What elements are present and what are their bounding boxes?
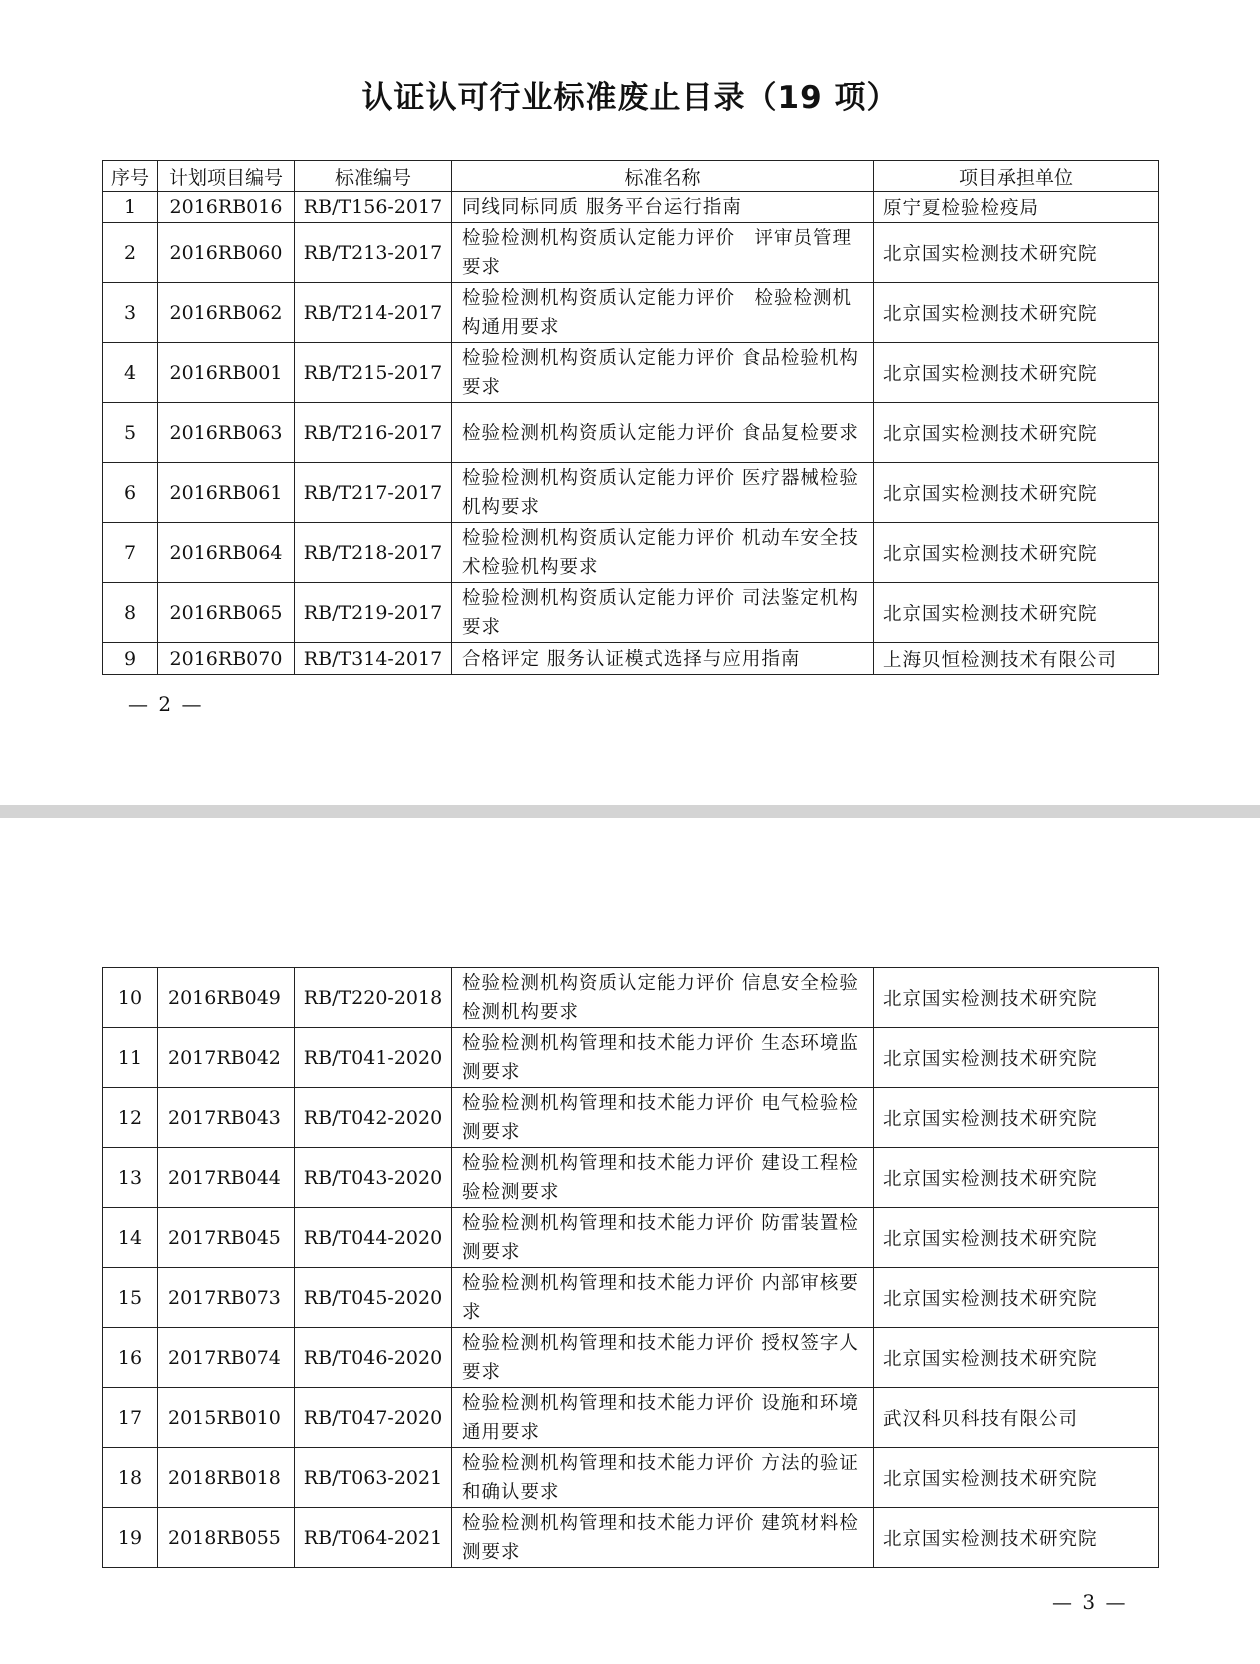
row-index: 9 <box>103 643 158 675</box>
row-index: 18 <box>103 1448 158 1508</box>
row-standard-name: 同线同标同质 服务平台运行指南 <box>452 192 874 223</box>
row-standard-name: 检验检测机构管理和技术能力评价 授权签字人要求 <box>452 1328 874 1388</box>
row-standard-name: 检验检测机构资质认定能力评价 检验检测机构通用要求 <box>452 283 874 343</box>
row-index: 10 <box>103 968 158 1028</box>
table-row <box>103 1268 1159 1328</box>
table-row <box>103 1328 1159 1388</box>
row-standard-code: RB/T314-2017 <box>295 643 452 675</box>
standards-table-part-1 <box>102 160 1159 675</box>
row-standard-code: RB/T219-2017 <box>295 583 452 643</box>
row-standard-name: 检验检测机构资质认定能力评价 医疗器械检验机构要求 <box>452 463 874 523</box>
table-row <box>103 968 1159 1028</box>
row-standard-code: RB/T047-2020 <box>295 1388 452 1448</box>
row-plan-number: 2016RB065 <box>158 583 295 643</box>
header-plan-number: 计划项目编号 <box>158 161 295 192</box>
row-standard-name: 检验检测机构资质认定能力评价 食品复检要求 <box>452 403 874 463</box>
row-standard-code: RB/T220-2018 <box>295 968 452 1028</box>
document-page-3 <box>0 818 1260 1664</box>
row-index: 15 <box>103 1268 158 1328</box>
table-row <box>103 643 1159 675</box>
row-standard-code: RB/T046-2020 <box>295 1328 452 1388</box>
row-responsible-unit: 北京国实检测技术研究院 <box>874 283 1159 343</box>
row-plan-number: 2017RB073 <box>158 1268 295 1328</box>
table-row <box>103 1508 1159 1568</box>
row-standard-code: RB/T218-2017 <box>295 523 452 583</box>
table-row <box>103 403 1159 463</box>
header-standard-code: 标准编号 <box>295 161 452 192</box>
row-standard-name: 检验检测机构资质认定能力评价 信息安全检验检测机构要求 <box>452 968 874 1028</box>
row-plan-number: 2018RB018 <box>158 1448 295 1508</box>
row-standard-name: 检验检测机构管理和技术能力评价 电气检验检测要求 <box>452 1088 874 1148</box>
row-standard-name: 检验检测机构资质认定能力评价 食品检验机构要求 <box>452 343 874 403</box>
table-row <box>103 1028 1159 1088</box>
row-index: 6 <box>103 463 158 523</box>
row-standard-name: 合格评定 服务认证模式选择与应用指南 <box>452 643 874 675</box>
table-row <box>103 1208 1159 1268</box>
header-index: 序号 <box>103 161 158 192</box>
row-responsible-unit: 武汉科贝科技有限公司 <box>874 1388 1159 1448</box>
table-row <box>103 523 1159 583</box>
row-standard-code: RB/T043-2020 <box>295 1148 452 1208</box>
row-plan-number: 2018RB055 <box>158 1508 295 1568</box>
row-plan-number: 2016RB061 <box>158 463 295 523</box>
header-standard-name: 标准名称 <box>452 161 874 192</box>
row-standard-name: 检验检测机构资质认定能力评价 机动车安全技术检验机构要求 <box>452 523 874 583</box>
row-responsible-unit: 北京国实检测技术研究院 <box>874 1508 1159 1568</box>
row-standard-name: 检验检测机构管理和技术能力评价 设施和环境通用要求 <box>452 1388 874 1448</box>
row-index: 12 <box>103 1088 158 1148</box>
row-responsible-unit: 北京国实检测技术研究院 <box>874 223 1159 283</box>
row-plan-number: 2017RB042 <box>158 1028 295 1088</box>
row-standard-name: 检验检测机构管理和技术能力评价 方法的验证和确认要求 <box>452 1448 874 1508</box>
row-responsible-unit: 北京国实检测技术研究院 <box>874 1208 1159 1268</box>
standards-table-part-2 <box>102 967 1159 1568</box>
row-plan-number: 2016RB049 <box>158 968 295 1028</box>
row-index: 17 <box>103 1388 158 1448</box>
row-responsible-unit: 北京国实检测技术研究院 <box>874 583 1159 643</box>
table-row <box>103 1388 1159 1448</box>
row-standard-name: 检验检测机构管理和技术能力评价 内部审核要求 <box>452 1268 874 1328</box>
row-standard-code: RB/T214-2017 <box>295 283 452 343</box>
row-responsible-unit: 北京国实检测技术研究院 <box>874 968 1159 1028</box>
row-index: 4 <box>103 343 158 403</box>
row-standard-name: 检验检测机构管理和技术能力评价 生态环境监测要求 <box>452 1028 874 1088</box>
row-responsible-unit: 上海贝恒检测技术有限公司 <box>874 643 1159 675</box>
table-row <box>103 1448 1159 1508</box>
row-index: 14 <box>103 1208 158 1268</box>
row-index: 16 <box>103 1328 158 1388</box>
row-standard-code: RB/T217-2017 <box>295 463 452 523</box>
row-standard-code: RB/T064-2021 <box>295 1508 452 1568</box>
row-index: 11 <box>103 1028 158 1088</box>
row-responsible-unit: 北京国实检测技术研究院 <box>874 523 1159 583</box>
row-plan-number: 2017RB044 <box>158 1148 295 1208</box>
row-index: 5 <box>103 403 158 463</box>
document-title: 认证认可行业标准废止目录（19 项） <box>361 80 899 116</box>
row-standard-code: RB/T041-2020 <box>295 1028 452 1088</box>
row-index: 1 <box>103 192 158 223</box>
page-number: — 3 — <box>1052 1590 1128 1614</box>
row-plan-number: 2016RB016 <box>158 192 295 223</box>
row-responsible-unit: 原宁夏检验检疫局 <box>874 192 1159 223</box>
row-standard-code: RB/T044-2020 <box>295 1208 452 1268</box>
row-standard-code: RB/T216-2017 <box>295 403 452 463</box>
row-plan-number: 2016RB064 <box>158 523 295 583</box>
table-header-row <box>103 161 1159 192</box>
table-row <box>103 1088 1159 1148</box>
page-number: — 2 — <box>128 692 204 716</box>
row-plan-number: 2017RB045 <box>158 1208 295 1268</box>
table-row <box>103 343 1159 403</box>
row-standard-name: 检验检测机构管理和技术能力评价 防雷装置检测要求 <box>452 1208 874 1268</box>
row-standard-code: RB/T156-2017 <box>295 192 452 223</box>
row-standard-code: RB/T042-2020 <box>295 1088 452 1148</box>
row-responsible-unit: 北京国实检测技术研究院 <box>874 403 1159 463</box>
row-responsible-unit: 北京国实检测技术研究院 <box>874 343 1159 403</box>
row-plan-number: 2017RB074 <box>158 1328 295 1388</box>
row-responsible-unit: 北京国实检测技术研究院 <box>874 1328 1159 1388</box>
table-row <box>103 463 1159 523</box>
row-standard-name: 检验检测机构资质认定能力评价 司法鉴定机构要求 <box>452 583 874 643</box>
row-plan-number: 2016RB060 <box>158 223 295 283</box>
row-responsible-unit: 北京国实检测技术研究院 <box>874 1148 1159 1208</box>
row-responsible-unit: 北京国实检测技术研究院 <box>874 463 1159 523</box>
row-standard-code: RB/T063-2021 <box>295 1448 452 1508</box>
header-responsible-unit: 项目承担单位 <box>874 161 1159 192</box>
table-row <box>103 192 1159 223</box>
row-plan-number: 2015RB010 <box>158 1388 295 1448</box>
row-index: 2 <box>103 223 158 283</box>
row-standard-code: RB/T045-2020 <box>295 1268 452 1328</box>
row-responsible-unit: 北京国实检测技术研究院 <box>874 1448 1159 1508</box>
row-standard-code: RB/T213-2017 <box>295 223 452 283</box>
table-row <box>103 283 1159 343</box>
row-plan-number: 2016RB001 <box>158 343 295 403</box>
row-responsible-unit: 北京国实检测技术研究院 <box>874 1088 1159 1148</box>
table-row <box>103 223 1159 283</box>
row-index: 8 <box>103 583 158 643</box>
row-standard-name: 检验检测机构管理和技术能力评价 建筑材料检测要求 <box>452 1508 874 1568</box>
row-plan-number: 2016RB062 <box>158 283 295 343</box>
row-responsible-unit: 北京国实检测技术研究院 <box>874 1028 1159 1088</box>
row-plan-number: 2016RB063 <box>158 403 295 463</box>
row-plan-number: 2017RB043 <box>158 1088 295 1148</box>
row-index: 19 <box>103 1508 158 1568</box>
row-index: 3 <box>103 283 158 343</box>
row-standard-name: 检验检测机构管理和技术能力评价 建设工程检验检测要求 <box>452 1148 874 1208</box>
row-plan-number: 2016RB070 <box>158 643 295 675</box>
row-standard-name: 检验检测机构资质认定能力评价 评审员管理要求 <box>452 223 874 283</box>
page-divider <box>0 805 1260 818</box>
row-standard-code: RB/T215-2017 <box>295 343 452 403</box>
document-page-2 <box>0 0 1260 805</box>
row-index: 7 <box>103 523 158 583</box>
row-responsible-unit: 北京国实检测技术研究院 <box>874 1268 1159 1328</box>
table-row <box>103 583 1159 643</box>
row-index: 13 <box>103 1148 158 1208</box>
table-row <box>103 1148 1159 1208</box>
